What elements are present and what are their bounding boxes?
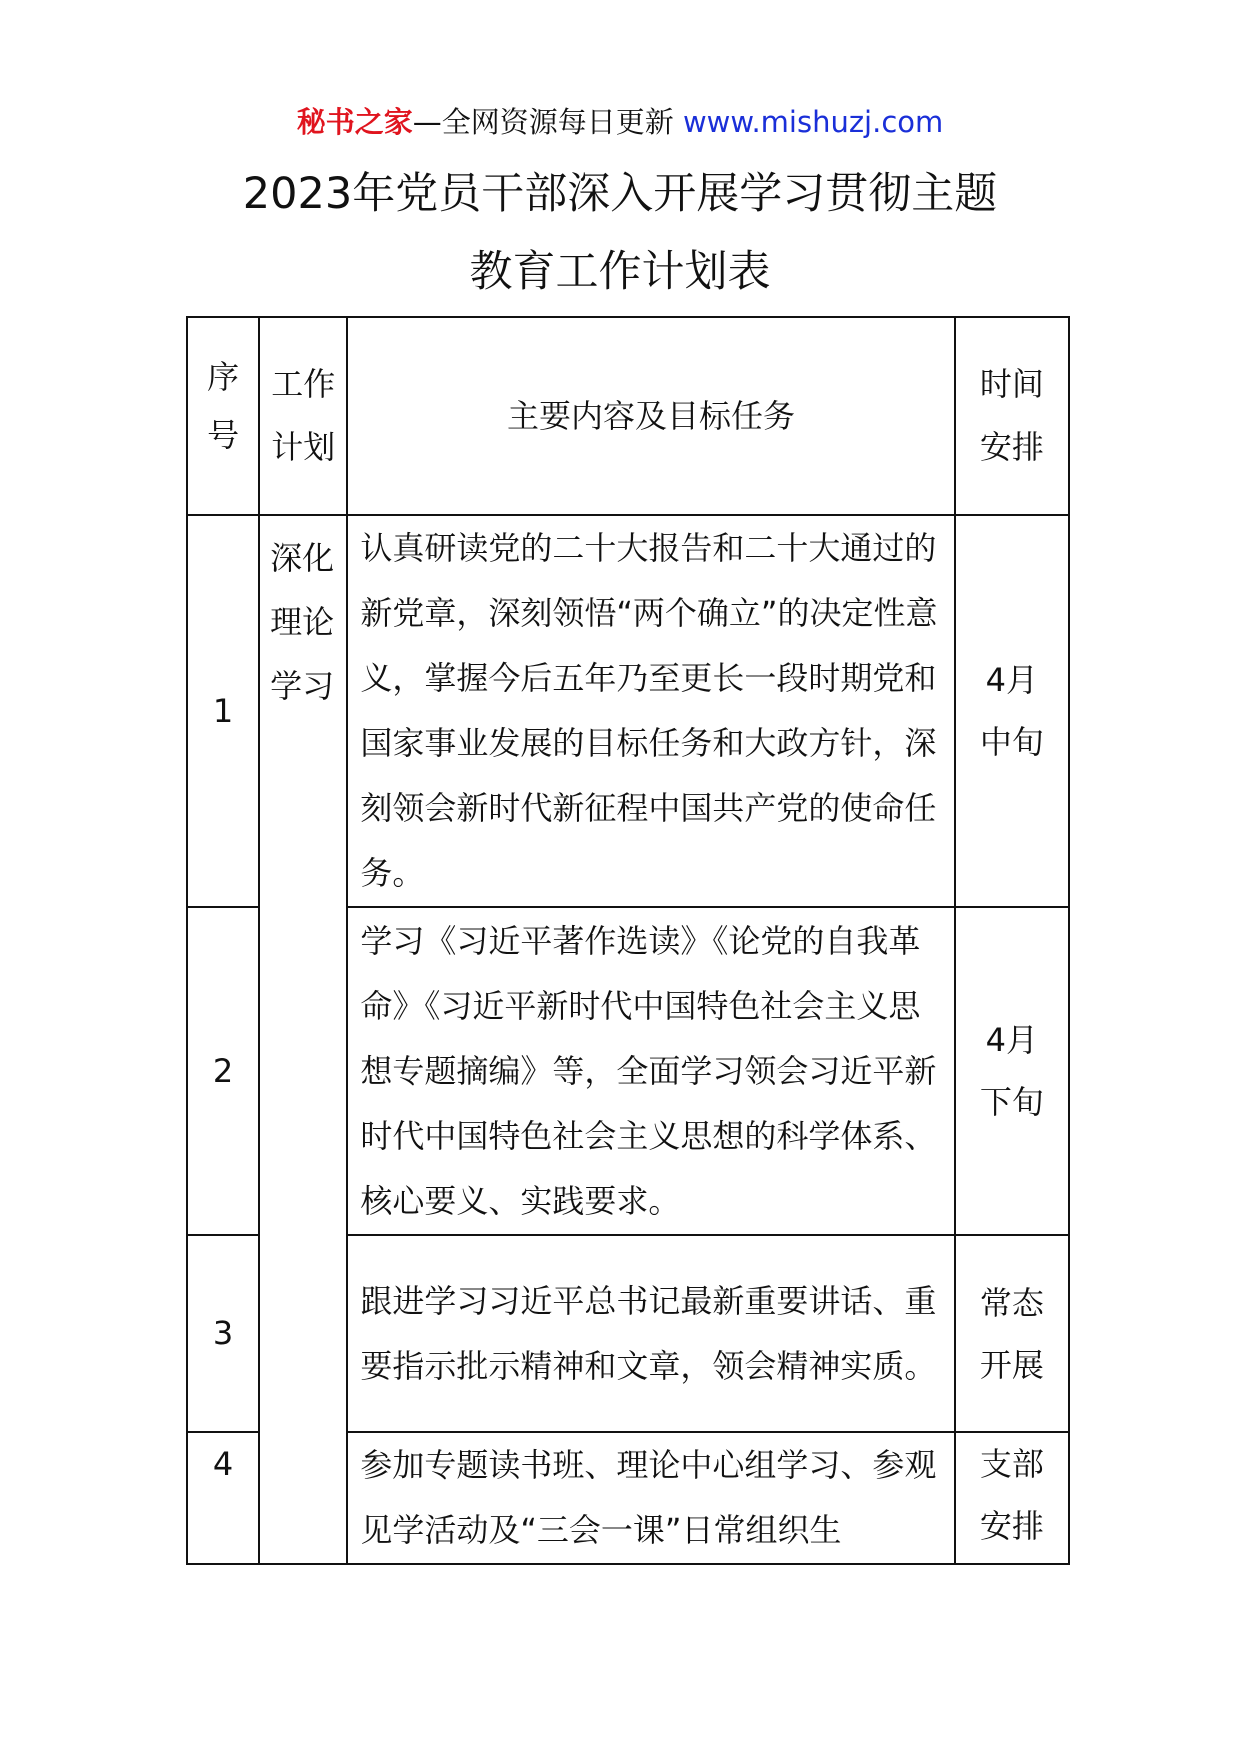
plan-group-label: 深化理论学习 — [270, 539, 335, 705]
header-time: 时间安排 — [955, 317, 1069, 515]
document-title-line-2: 教育工作计划表 — [469, 247, 771, 297]
row-4-num: 4 — [187, 1432, 259, 1564]
row-1-time: 4月中旬 — [955, 515, 1069, 907]
row-3-num: 3 — [187, 1235, 259, 1432]
row-4-time: 支部安排 — [955, 1432, 1069, 1564]
table-header-row — [187, 317, 1069, 515]
row-4-content: 参加专题读书班、理论中心组学习、参观见学活动及“三会一课”日常组织生 — [347, 1432, 954, 1564]
row-3-content: 跟进学习习近平总书记最新重要讲话、重要指示批示精神和文章，领会精神实质。 — [347, 1235, 954, 1432]
table-row — [187, 515, 1069, 907]
plan-group-cell — [259, 515, 347, 1564]
banner-brand: 秘书之家 — [296, 105, 413, 139]
header-plan: 工作计划 — [259, 317, 347, 515]
row-1-num: 1 — [187, 515, 259, 907]
banner-url-link[interactable]: www.mishuzj.com — [682, 105, 944, 139]
site-banner — [0, 100, 1240, 144]
header-content: 主要内容及目标任务 — [347, 317, 954, 515]
work-plan-table — [186, 316, 1070, 1565]
row-1-content: 认真研读党的二十大报告和二十大通过的新党章，深刻领悟“两个确立”的决定性意义，掌握今后五年乃至更长一段时期党和国家事业发展的目标任务和大政方针，深刻领会新时代新征程中国共产党的使命任务。 — [347, 515, 954, 907]
header-num: 序号 — [187, 317, 259, 515]
row-3-time: 常态开展 — [955, 1235, 1069, 1432]
row-2-time: 4月下旬 — [955, 907, 1069, 1235]
row-2-content: 学习《习近平著作选读》《论党的自我革命》《习近平新时代中国特色社会主义思想专题摘编》等，全面学习领会习近平新时代中国特色社会主义思想的科学体系、核心要义、实践要求。 — [347, 907, 954, 1235]
banner-slogan: —全网资源每日更新 — [412, 105, 674, 139]
document-title-line-1: 2023年党员干部深入开展学习贯彻主题 — [242, 169, 998, 219]
row-2-num: 2 — [187, 907, 259, 1235]
